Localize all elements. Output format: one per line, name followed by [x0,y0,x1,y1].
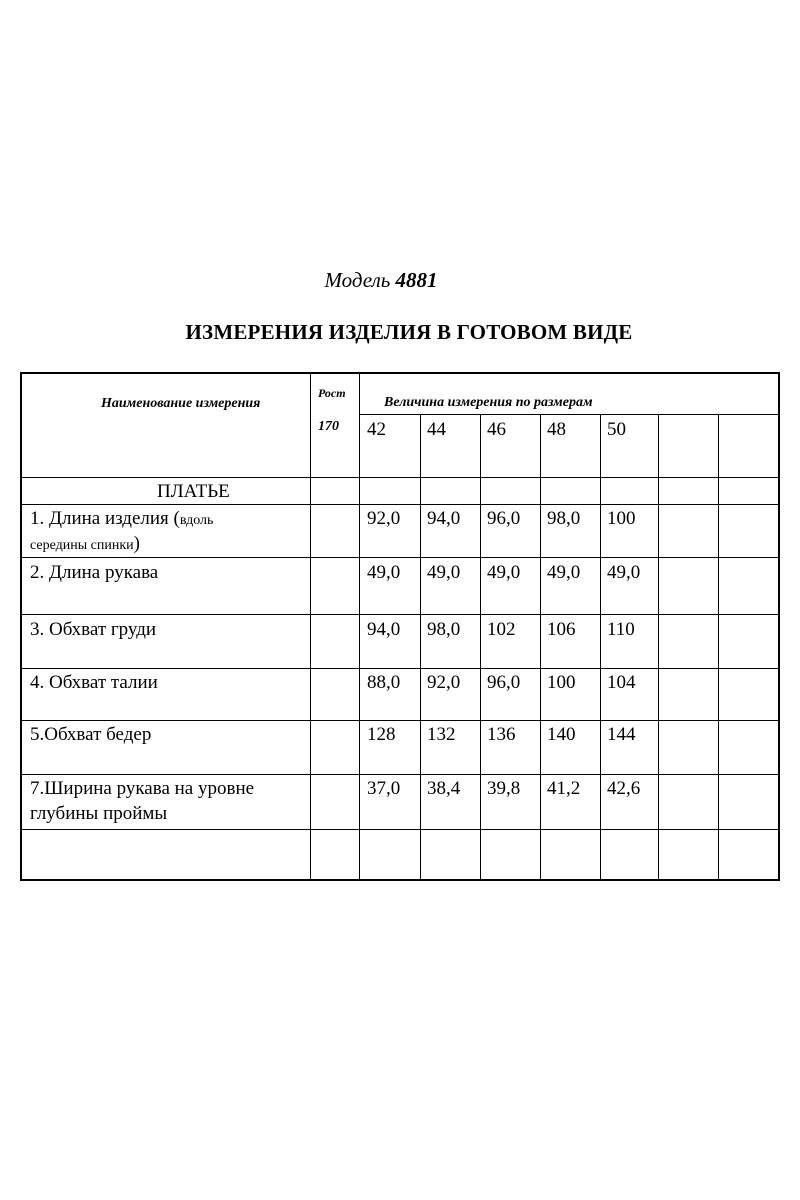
table-cell: 100 [547,672,576,693]
table-row-name: 3. Обхват груди [30,619,157,640]
table-cell: 38,4 [427,778,461,799]
table-line-section [20,504,780,505]
table-row-name: 5.Обхват бедер [30,724,152,745]
table-line-row3 [20,668,780,669]
table-line-row6 [20,829,780,830]
table-cell: 96,0 [487,672,521,693]
table-col-line-46 [540,414,541,881]
table-border-top [20,372,780,374]
table-col-line-44 [480,414,481,881]
table-row-name: 2. Длина рукава [30,562,159,583]
table-line-row5 [20,774,780,775]
table-line-row4 [20,720,780,721]
table-border-right [778,372,780,881]
table-cell: 92,0 [427,672,461,693]
size-42: 42 [367,419,386,440]
table-cell: 98,0 [427,619,461,640]
table-cell: 49,0 [547,562,581,583]
size-44: 44 [427,419,446,440]
table-cell: 136 [487,724,516,745]
table-line-row2 [20,614,780,615]
table-line-row1 [20,557,780,558]
table-cell: 104 [607,672,636,693]
table-cell: 39,8 [487,778,521,799]
table-cell: 88,0 [367,672,401,693]
header-height-value: 170 [318,419,339,434]
table-border-left [20,372,22,881]
table-cell: 49,0 [427,562,461,583]
table-cell: 94,0 [367,619,401,640]
table-col-line-42 [420,414,421,881]
header-size-group: Величина измерения по размерам [384,395,593,410]
table-col-line-50 [658,414,659,881]
table-col-line-48 [600,414,601,881]
table-row-name: 4. Обхват талии [30,672,158,693]
table-line-sizes [359,414,780,415]
size-50: 50 [607,419,626,440]
table-cell: 49,0 [607,562,641,583]
table-row-name: 7.Ширина рукава на уровне [30,778,255,799]
table-row-name-cont: середины спинки) [30,533,140,554]
table-col-line-extra [718,414,719,881]
table-cell: 128 [367,724,396,745]
table-row-name: 1. Длина изделия (вдоль [30,508,214,529]
table-cell: 106 [547,619,576,640]
table-cell: 100 [607,508,636,529]
model-label: Модель [324,268,391,292]
table-cell: 140 [547,724,576,745]
table-cell: 98,0 [547,508,581,529]
table-col-line-height [359,372,360,881]
table-cell: 102 [487,619,516,640]
header-height-label: Рост [318,386,346,400]
table-row-name-cont: глубины проймы [30,803,168,824]
table-cell: 132 [427,724,456,745]
table-cell: 96,0 [487,508,521,529]
model-number: 4881 [395,268,438,292]
table-border-bottom [20,879,780,881]
table-cell: 42,6 [607,778,641,799]
table-cell: 49,0 [367,562,401,583]
header-name-column: Наименование измерения [101,396,261,411]
table-cell: 144 [607,724,636,745]
size-48: 48 [547,419,566,440]
table-cell: 110 [607,619,635,640]
size-46: 46 [487,419,506,440]
table-cell: 92,0 [367,508,401,529]
table-cell: 37,0 [367,778,401,799]
table-cell: 41,2 [547,778,581,799]
table-cell: 49,0 [487,562,521,583]
table-col-line-name [310,372,311,881]
table-cell: 94,0 [427,508,461,529]
table-line-header-bottom [20,477,780,478]
page-title: ИЗМЕРЕНИЯ ИЗДЕЛИЯ В ГОТОВОМ ВИДЕ [185,320,633,344]
section-title: ПЛАТЬЕ [157,481,230,502]
